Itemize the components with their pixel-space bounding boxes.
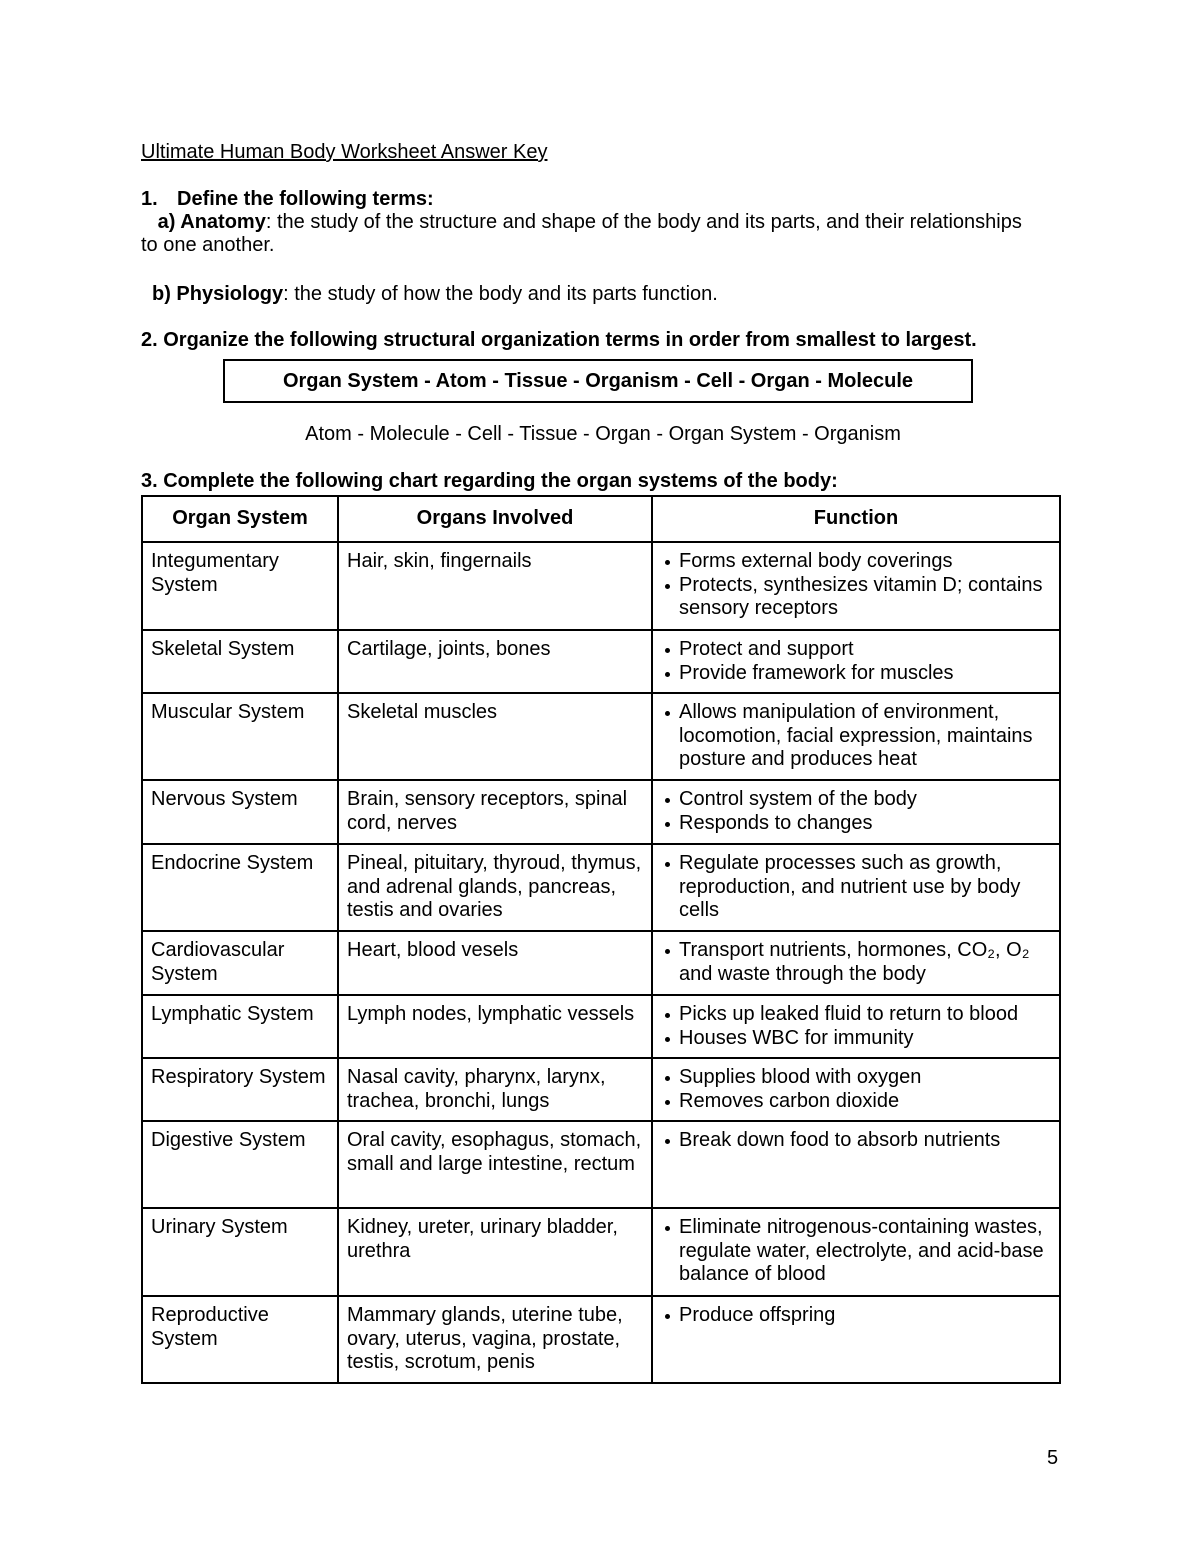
function-cell: [652, 1296, 1060, 1383]
header-organs-involved: Organs Involved: [338, 496, 652, 542]
function-item: Control system of the body: [679, 788, 1051, 812]
system-cell: Digestive System: [142, 1121, 338, 1208]
table-row: [142, 1058, 1060, 1121]
organs-cell: Kidney, ureter, urinary bladder, urethra: [338, 1208, 652, 1296]
header-function: Function: [652, 496, 1060, 542]
system-cell: Cardiovascular System: [142, 931, 338, 995]
system-cell: Muscular System: [142, 693, 338, 780]
system-cell: Nervous System: [142, 780, 338, 844]
header-organ-system: Organ System: [142, 496, 338, 542]
function-cell: [652, 693, 1060, 780]
organs-cell: Skeletal muscles: [338, 693, 652, 780]
organs-cell: Nasal cavity, pharynx, larynx, trachea, bronchi, lungs: [338, 1058, 652, 1121]
system-cell: Skeletal System: [142, 630, 338, 693]
function-item: Transport nutrients, hormones, CO₂, O₂ and waste through the body: [679, 939, 1051, 986]
function-cell: [652, 1058, 1060, 1121]
table-row: [142, 780, 1060, 844]
anatomy-definition: : the study of the structure and shape of the body and its parts, and their relationships to one another.: [141, 211, 1022, 256]
function-item: Protects, synthesizes vitamin D; contains sensory receptors: [679, 574, 1051, 621]
function-item: Provide framework for muscles: [679, 662, 1051, 686]
organs-cell: Oral cavity, esophagus, stomach, small and large intestine, rectum: [338, 1121, 652, 1208]
function-item: Houses WBC for immunity: [679, 1027, 1051, 1051]
function-cell: [652, 995, 1060, 1058]
function-cell: [652, 1208, 1060, 1296]
system-cell: Lymphatic System: [142, 995, 338, 1058]
organs-cell: Cartilage, joints, bones: [338, 630, 652, 693]
organs-cell: Heart, blood vesels: [338, 931, 652, 995]
function-item: Forms external body coverings: [679, 550, 1051, 574]
question-1-text: Define the following terms:: [177, 188, 434, 210]
function-cell: [652, 780, 1060, 844]
function-cell: [652, 844, 1060, 931]
function-item: Protect and support: [679, 638, 1051, 662]
table-row: [142, 1296, 1060, 1383]
table-row: [142, 630, 1060, 693]
system-cell: Integumentary System: [142, 542, 338, 630]
physiology-definition: : the study of how the body and its parts function.: [283, 283, 718, 305]
function-item: Regulate processes such as growth, reproduction, and nutrient use by body cells: [679, 852, 1051, 923]
function-cell: [652, 1121, 1060, 1208]
table-row: [142, 931, 1060, 995]
function-cell: [652, 542, 1060, 630]
system-cell: Reproductive System: [142, 1296, 338, 1383]
definition-anatomy: [141, 211, 1041, 257]
function-item: Picks up leaked fluid to return to blood: [679, 1003, 1051, 1027]
function-cell: [652, 931, 1060, 995]
question-2-answer: Atom - Molecule - Cell - Tissue - Organ - Organ System - Organism: [305, 423, 901, 445]
question-2-prompt: 2. Organize the following structural organization terms in order from smallest to largest.: [141, 329, 977, 351]
page-number: 5: [1047, 1447, 1059, 1469]
organs-cell: Lymph nodes, lymphatic vessels: [338, 995, 652, 1058]
question-3-prompt: 3. Complete the following chart regarding the organ systems of the body:: [141, 470, 838, 492]
organs-cell: Pineal, pituitary, thyroud, thymus, and adrenal glands, pancreas, testis and ovaries: [338, 844, 652, 931]
function-cell: [652, 630, 1060, 693]
terms-box-text: Organ System - Atom - Tissue - Organism - Cell - Organ - Molecule: [282, 369, 914, 392]
function-item: Removes carbon dioxide: [679, 1090, 1051, 1114]
organs-cell: Brain, sensory receptors, spinal cord, nerves: [338, 780, 652, 844]
system-cell: Endocrine System: [142, 844, 338, 931]
system-cell: Urinary System: [142, 1208, 338, 1296]
table-row: [142, 995, 1060, 1058]
function-item: Break down food to absorb nutrients: [679, 1129, 1051, 1153]
function-item: Responds to changes: [679, 812, 1051, 836]
function-item: Produce offspring: [679, 1304, 1051, 1328]
question-1-prompt: [141, 188, 434, 211]
terms-box: [223, 359, 973, 403]
function-item: Allows manipulation of environment, locomotion, facial expression, maintains posture and produces heat: [679, 701, 1051, 772]
table-row: [142, 1208, 1060, 1296]
table-row: [142, 1121, 1060, 1208]
system-cell: Respiratory System: [142, 1058, 338, 1121]
organ-systems-table: [141, 495, 1061, 1384]
table-row: [142, 542, 1060, 630]
physiology-label: b) Physiology: [152, 283, 284, 305]
function-item: Eliminate nitrogenous-containing wastes, regulate water, electrolyte, and acid-base balance of blood: [679, 1216, 1051, 1287]
function-item: Supplies blood with oxygen: [679, 1066, 1051, 1090]
organs-cell: Hair, skin, fingernails: [338, 542, 652, 630]
definition-physiology: [152, 283, 718, 306]
page-title: Ultimate Human Body Worksheet Answer Key: [141, 141, 548, 163]
organs-cell: Mammary glands, uterine tube, ovary, uterus, vagina, prostate, testis, scrotum, penis: [338, 1296, 652, 1383]
table-header-row: [142, 496, 1060, 542]
question-1-number: 1.: [141, 188, 158, 210]
table-row: [142, 693, 1060, 780]
anatomy-label: a) Anatomy: [157, 211, 266, 233]
table-row: [142, 844, 1060, 931]
